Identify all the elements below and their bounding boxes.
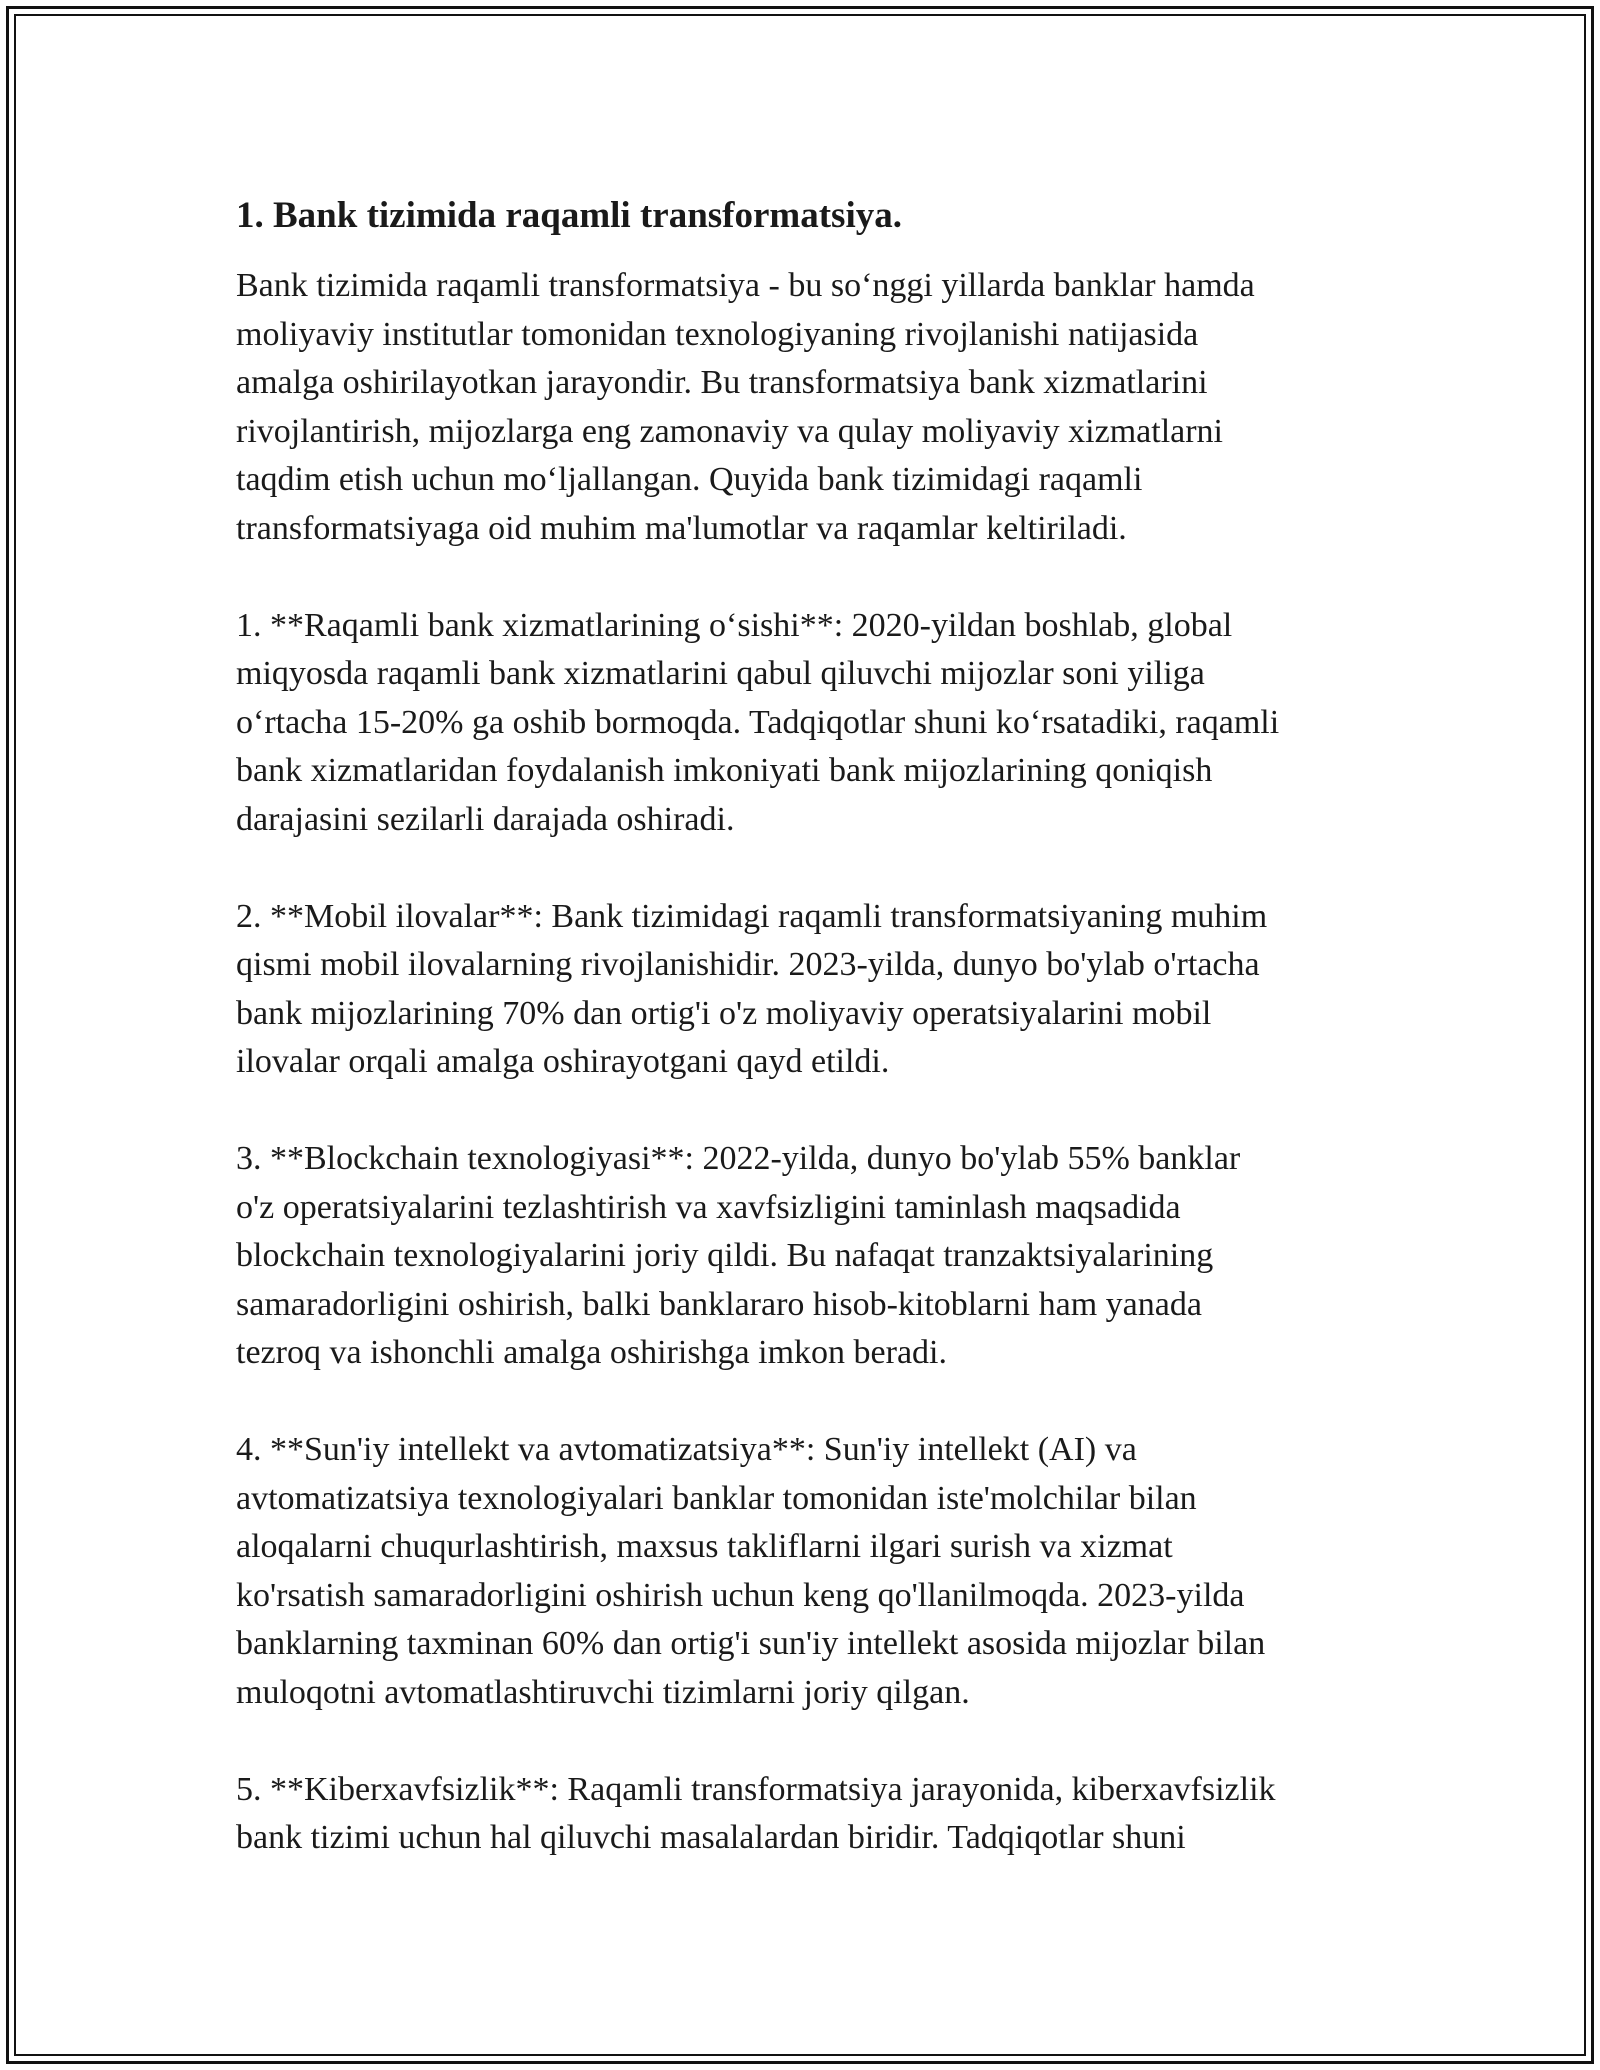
paragraph-line: banklarning taxminan 60% dan ortig'i sun'iy intellekt asosida mijozlar bilan (236, 1625, 1266, 1662)
intro-paragraph (236, 262, 1376, 553)
paragraph-line: 2. **Mobil ilovalar**: Bank tizimidagi raqamli transformatsiyaning muhim (236, 897, 1268, 935)
paragraph-spacer (236, 844, 1376, 893)
paragraph-line: qismi mobil ilovalarning rivojlanishidir. 2023-yilda, dunyo bo'ylab o'rtacha (236, 946, 1260, 983)
list-item-cybersecurity (236, 1766, 1376, 1863)
paragraph-line: aloqalarni chuqurlashtirish, maxsus takliflarni ilgari surish va xizmat (236, 1528, 1173, 1565)
paragraph-spacer (236, 1717, 1376, 1766)
paragraph-line: blockchain texnologiyalarini joriy qildi. Bu nafaqat tranzaktsiyalarining (236, 1237, 1214, 1274)
paragraph-line: 5. **Kiberxavfsizlik**: Raqamli transformatsiya jarayonida, kiberxavfsizlik (236, 1770, 1276, 1808)
paragraph-line: muloqotni avtomatlashtiruvchi tizimlarni joriy qilgan. (236, 1673, 970, 1711)
paragraph-line: 4. **Sun'iy intellekt va avtomatizatsiya**: Sun'iy intellekt (AI) va (236, 1431, 1137, 1468)
paragraph-spacer (236, 1087, 1376, 1136)
section-heading: 1. Bank tizimida raqamli transformatsiya. (236, 195, 902, 236)
paragraph-line: miqyosda raqamli bank xizmatlarini qabul qiluvchi mijozlar soni yiliga (236, 655, 1205, 692)
paragraph-line: samaradorligini oshirish, balki banklararo hisob-kitoblarni ham yanada (236, 1285, 1202, 1323)
paragraph-line: darajasini sezilarli darajada oshiradi. (236, 800, 735, 838)
paragraph-line: 3. **Blockchain texnologiyasi**: 2022-yilda, dunyo bo'ylab 55% banklar (236, 1140, 1241, 1177)
heading-spacer (236, 244, 1376, 262)
paragraph-line: amalga oshirilayotkan jarayondir. Bu transformatsiya bank xizmatlarini (236, 364, 1208, 401)
document-body (236, 188, 1376, 1863)
paragraph-spacer (236, 553, 1376, 602)
list-item-mobile-apps (236, 893, 1376, 1087)
paragraph-line: avtomatizatsiya texnologiyalari banklar tomonidan iste'molchilar bilan (236, 1479, 1197, 1517)
paragraph-line: ilovalar orqali amalga oshirayotgani qayd etildi. (236, 1043, 890, 1080)
paragraph-line: bank tizimi uchun hal qiluvchi masalalardan biridir. Tadqiqotlar shuni (236, 1819, 1186, 1856)
paragraph-line: bank mijozlarining 70% dan ortig'i o'z moliyaviy operatsiyalarini mobil (236, 994, 1212, 1032)
paragraph-line: 1. **Raqamli bank xizmatlarining o‘sishi**: 2020-yildan boshlab, global (236, 606, 1233, 644)
paragraph-line: bank xizmatlaridan foydalanish imkoniyati bank mijozlarining qoniqish (236, 752, 1213, 789)
paragraph-spacer (236, 1378, 1376, 1427)
paragraph-line: o‘rtacha 15-20% ga oshib bormoqda. Tadqiqotlar shuni ko‘rsatadiki, raqamli (236, 703, 1280, 741)
paragraph-line: ko'rsatish samaradorligini oshirish uchun keng qo'llanilmoqda. 2023-yilda (236, 1576, 1245, 1614)
list-item-digital-services (236, 602, 1376, 845)
list-item-blockchain (236, 1135, 1376, 1378)
paragraph-line: moliyaviy institutlar tomonidan texnologiyaning rivojlanishi natijasida (236, 315, 1199, 353)
paragraph-line: tezroq va ishonchli amalga oshirishga imkon beradi. (236, 1334, 947, 1371)
paragraph-line: Bank tizimida raqamli transformatsiya - bu so‘nggi yillarda banklar hamda (236, 267, 1255, 304)
paragraph-line: taqdim etish uchun mo‘ljallangan. Quyida bank tizimidagi raqamli (236, 461, 1143, 498)
paragraph-line: o'z operatsiyalarini tezlashtirish va xavfsizligini taminlash maqsadida (236, 1188, 1181, 1226)
paragraph-line: rivojlantirish, mijozlarga eng zamonaviy va qulay moliyaviy xizmatlarni (236, 412, 1223, 450)
list-item-ai-automation (236, 1426, 1376, 1717)
paragraph-line: transformatsiyaga oid muhim ma'lumotlar va raqamlar keltiriladi. (236, 509, 1127, 547)
